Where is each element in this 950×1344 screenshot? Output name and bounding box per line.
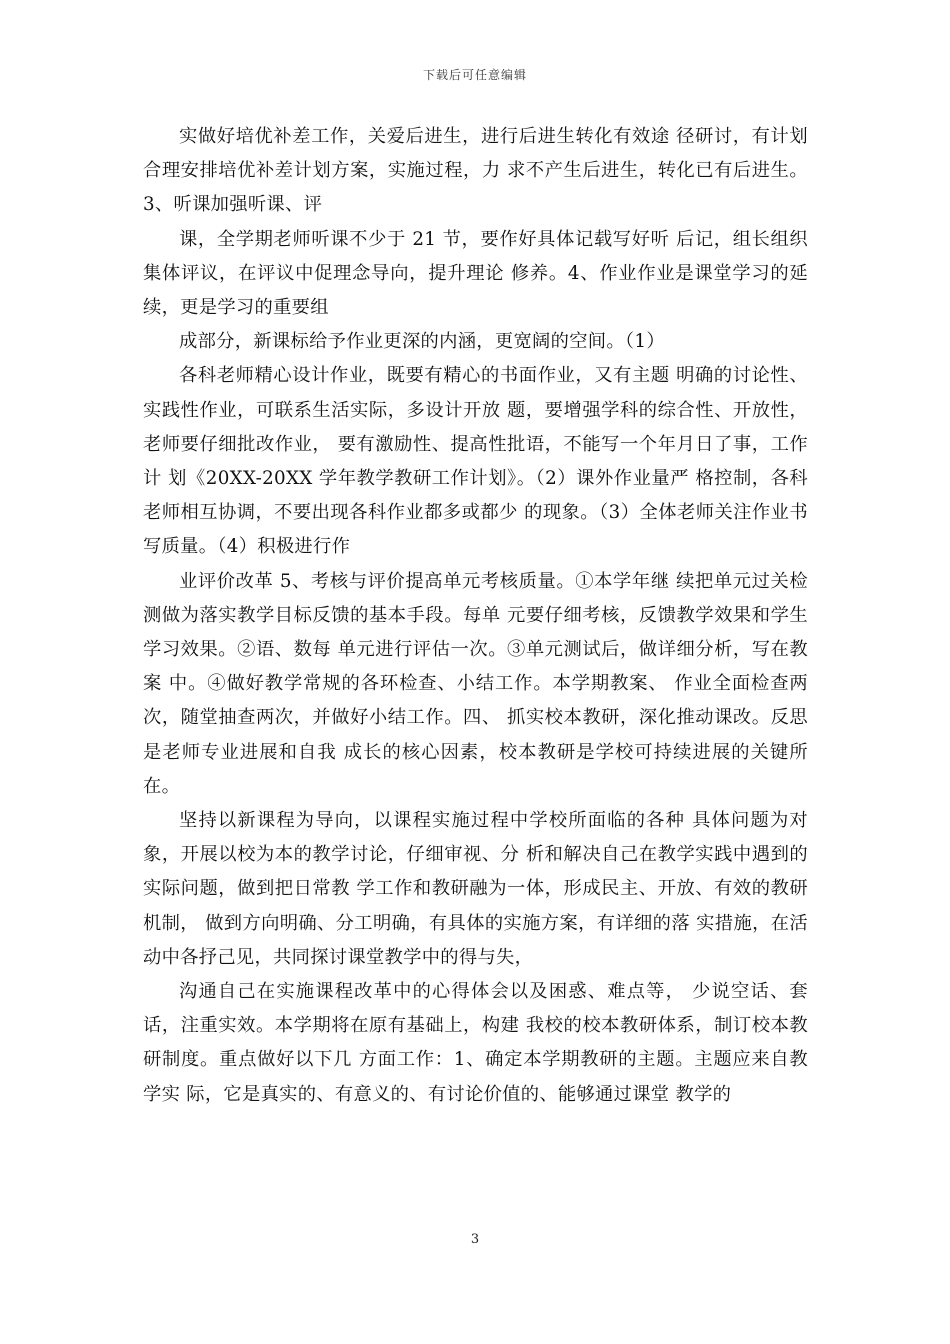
paragraph: 课，全学期老师听课不少于 21 节，要作好具体记载写好听 后记，组长组织集体评议，在评议中促理念导向，提升理论 修养。4、作业作业是课堂学习的延续，更是学习的重要组	[143, 228, 808, 319]
paragraph: 各科老师精心设计作业，既要有精心的书面作业，又有主题 明确的讨论性、实践性作业，可联系生活实际，多设计开放 题，要增强学科的综合性、开放性，老师要仔细批改作业， 要有激励性、提高性批语，不能写一个年月日了事，工作计 划《20XX-20XX 学年教学教研工作计划》。（2）课外作业量严 格控制，各科老师相互协调，不要出现各科作业都多或都少 的现象。（3）全体老师关注作业书写质量。（4）积极进行作	[143, 365, 808, 558]
paragraph: 业评价改革 5、考核与评价提高单元考核质量。①本学年继 续把单元过关检测做为落实教学目标反馈的基本手段。每单 元要仔细考核，反馈教学效果和学生学习效果。②语、数每 单元进行评估一次。③单元测试后，做详细分析，写在教案 中。④做好教学常规的各环检查、小结工作。本学期教案、 作业全面检查两次，随堂抽查两次，并做好小结工作。四、 抓实校本教研，深化推动课改。反思是老师专业进展和自我 成长的核心因素，校本教研是学校可持续进展的关键所在。	[143, 570, 808, 797]
paragraph: 沟通自己在实施课程改革中的心得体会以及困惑、难点等， 少说空话、套话，注重实效。本学期将在原有基础上，构建 我校的校本教研体系，制订校本教研制度。重点做好以下几 方面工作：1、确定本学期教研的主题。主题应来自教学实 际，它是真实的、有意义的、有讨论价值的、能够通过课堂 教学的	[143, 981, 808, 1105]
paragraph: 成部分，新课标给予作业更深的内涵，更宽阔的空间。（1）	[179, 331, 665, 353]
paragraph: 实做好培优补差工作，关爱后进生，进行后进生转化有效途 径研讨，有计划合理安排培优补差计划方案，实施过程，力 求不产生后进生，转化已有后进生。3、听课加强听课、评	[143, 126, 808, 216]
page-number: 3	[470, 1232, 480, 1247]
paragraph: 坚持以新课程为导向，以课程实施过程中学校所面临的各种 具体问题为对象，开展以校为本的教学讨论，仔细审视、分 析和解决自己在教学实践中遇到的实际问题，做到把日常教 学工作和教研融为一体，形成民主、开放、有效的教研机制， 做到方向明确、分工明确，有具体的实施方案，有详细的落 实措施，在活动中各抒己见，共同探讨课堂教学中的得与失，	[143, 810, 808, 968]
document-body	[143, 120, 808, 1112]
page-header: 下载后可任意编辑	[422, 68, 527, 82]
